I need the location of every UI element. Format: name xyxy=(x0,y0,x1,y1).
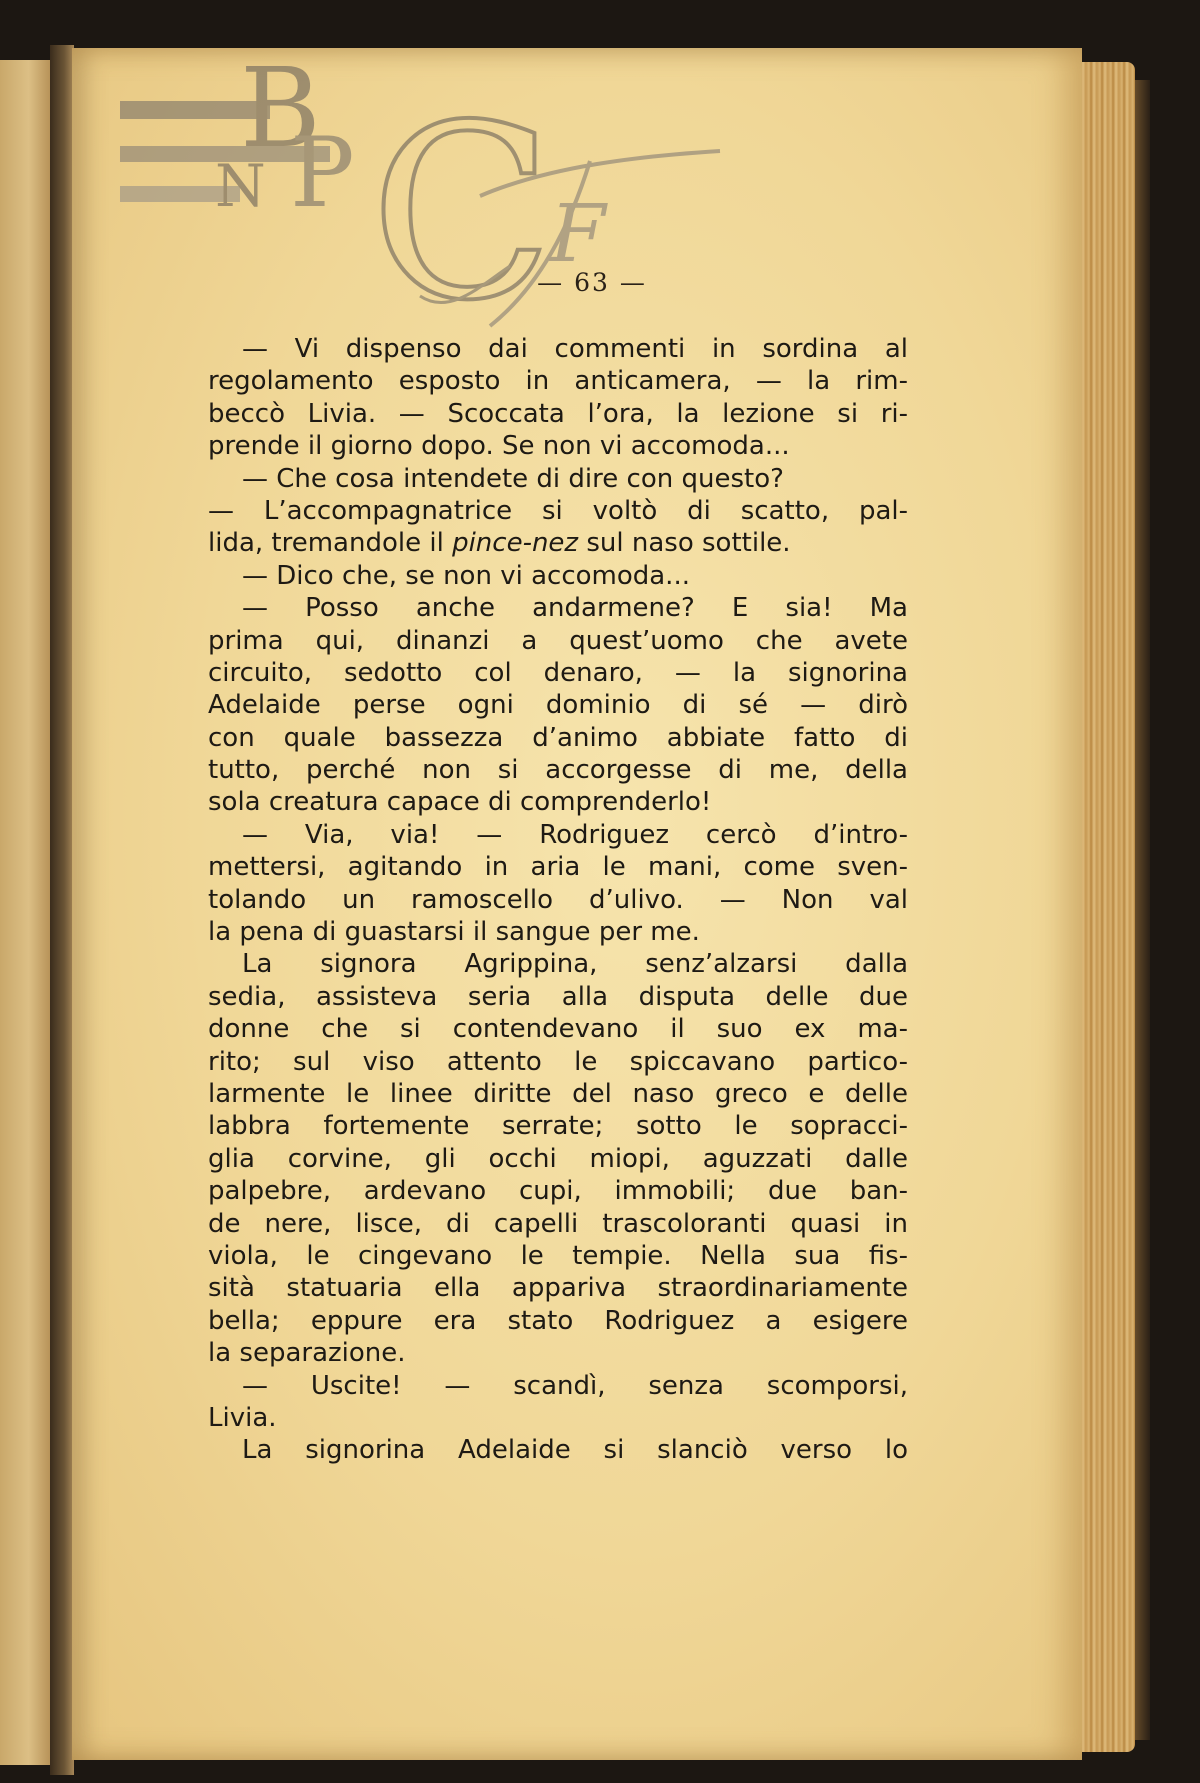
text-line xyxy=(208,527,908,559)
text-line: de nere, lisce, di capelli trascoloranti quasi in xyxy=(208,1208,908,1239)
text-line: viola, le cingevano le tempie. Nella sua fis- xyxy=(208,1240,908,1271)
watermark-letter-f: F xyxy=(550,187,606,280)
text-line: mettersi, agitando in aria le mani, come sven- xyxy=(208,852,908,883)
text-line: sedia, assisteva seria alla disputa delle due xyxy=(208,981,908,1012)
text-line: rito; sul viso attento le spiccavano partico- xyxy=(208,1046,908,1077)
svg-text:P: P xyxy=(290,117,355,229)
text-line: sola creatura capace di comprenderlo! xyxy=(208,787,712,818)
italic-term: pince-nez xyxy=(452,528,579,559)
text-line: — Via, via! — Rodriguez cercò d’intro- xyxy=(242,819,908,850)
text-line: — Dico che, se non vi accomoda... xyxy=(242,560,690,591)
text-line: circuito, sedotto col denaro, — la signorina xyxy=(208,657,908,688)
text-segment: lida, tremandole il xyxy=(208,528,453,559)
text-line: Adelaide perse ogni dominio di sé — dirò xyxy=(208,690,908,721)
text-line: Livia. xyxy=(208,1402,277,1433)
text-line: larmente le linee diritte del naso greco e delle xyxy=(208,1078,908,1109)
text-line: labbra fortemente serrate; sotto le sopracci- xyxy=(208,1111,908,1142)
body-text xyxy=(208,333,908,1467)
text-segment: sul naso sottile. xyxy=(578,528,791,559)
text-line: palpebre, ardevano cupi, immobili; due ban- xyxy=(208,1176,908,1207)
text-line: — Uscite! — scandì, senza scomporsi, xyxy=(242,1370,908,1401)
watermark-letter-c: C xyxy=(370,73,554,336)
book-page xyxy=(72,48,1082,1760)
text-line: tutto, perché non si accorgesse di me, della xyxy=(208,755,908,786)
text-line: regolamento esposto in anticamera, — la rim- xyxy=(208,366,908,397)
text-line: prende il giorno dopo. Se non vi accomoda... xyxy=(208,431,790,462)
text-line: la separazione. xyxy=(208,1338,406,1369)
watermark-letter-b: B xyxy=(240,56,321,172)
page-edges xyxy=(1075,62,1135,1752)
page-number: — 63 — xyxy=(537,268,647,297)
text-line: La signora Agrippina, senz’alzarsi dalla xyxy=(242,949,908,980)
text-line: la pena di guastarsi il sangue per me. xyxy=(208,917,700,948)
book-gutter xyxy=(50,45,74,1775)
text-line: bella; eppure era stato Rodriguez a esigere xyxy=(208,1305,908,1336)
text-line: prima qui, dinanzi a quest’uomo che avete xyxy=(208,625,908,656)
text-line: — Che cosa intendete di dire con questo? xyxy=(242,463,784,494)
text-line: La signorina Adelaide si slanciò verso lo xyxy=(242,1435,908,1466)
text-line: beccò Livia. — Scoccata l’ora, la lezione si ri- xyxy=(208,398,908,429)
text-line: — L’accompagnatrice si voltò di scatto, pal- xyxy=(208,495,908,526)
watermark-letter-n: N xyxy=(215,152,266,220)
text-line: glia corvine, gli occhi miopi, aguzzati dalle xyxy=(208,1143,908,1174)
text-line: — Vi dispenso dai commenti in sordina al xyxy=(242,334,908,364)
text-line: tolando un ramoscello d’ulivo. — Non val xyxy=(208,884,908,915)
facing-page-edge xyxy=(0,60,52,1765)
text-line: donne che si contendevano il suo ex ma- xyxy=(208,1014,908,1045)
text-line: con quale bassezza d’animo abbiate fatto di xyxy=(208,722,908,753)
text-line: sità statuaria ella appariva straordinariamente xyxy=(208,1273,908,1304)
text-line: — Posso anche andarmene? E sia! Ma xyxy=(242,593,908,624)
